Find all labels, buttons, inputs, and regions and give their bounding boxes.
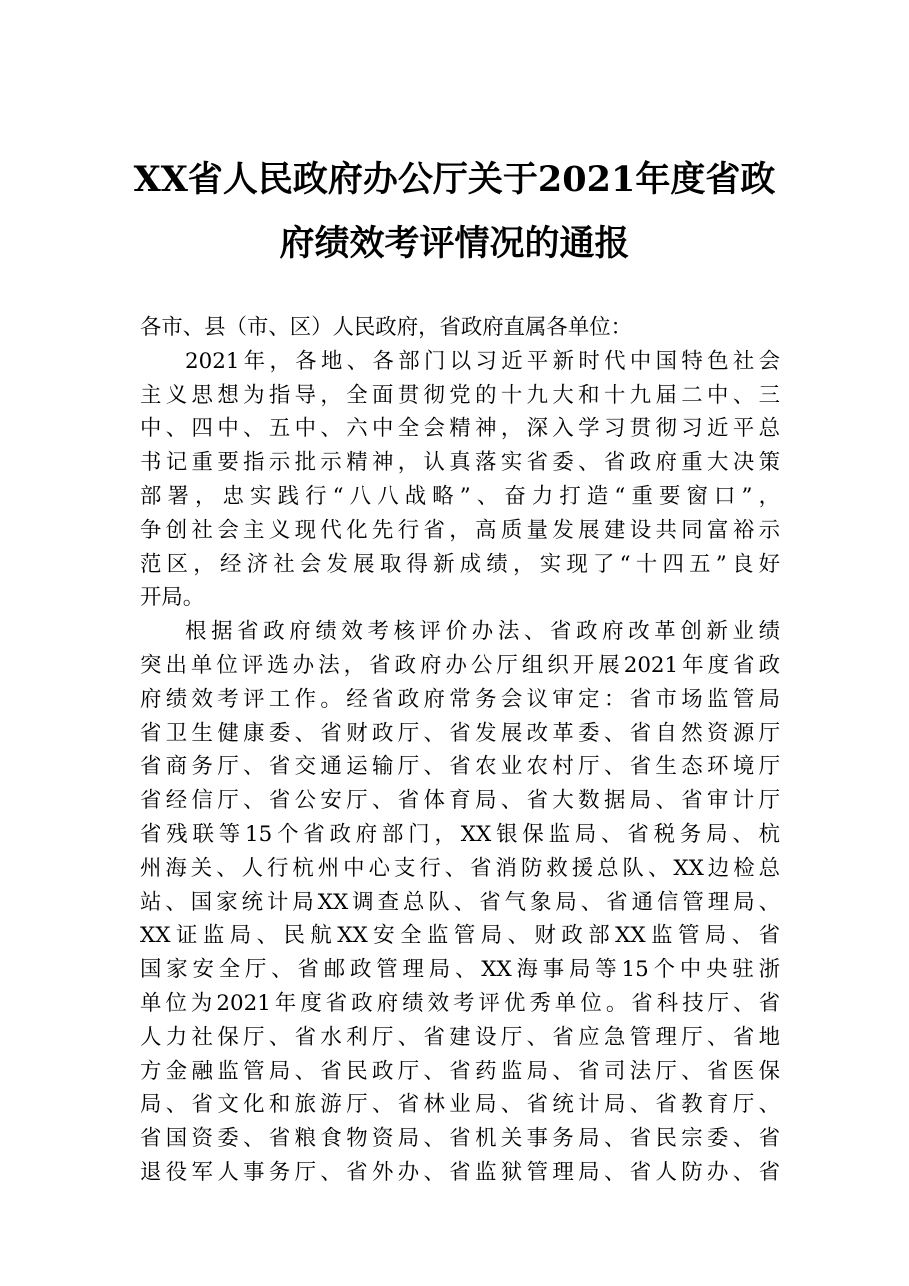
paragraph-line: 书记重要指示批示精神，认真落实省委、省政府重大决策 — [140, 450, 780, 476]
paragraph-line: 省国资委、省粮食物资局、省机关事务局、省民宗委、省 — [140, 1126, 780, 1152]
paragraph-line: 突出单位评选办法，省政府办公厅组织开展2021年度省政 — [140, 652, 780, 678]
paragraph-line: 主义思想为指导，全面贯彻党的十九大和十九届二中、三 — [140, 382, 780, 408]
paragraph-line: 省商务厅、省交通运输厅、省农业农村厅、省生态环境厅 — [140, 754, 780, 780]
paragraph-line: 省卫生健康委、省财政厅、省发展改革委、省自然资源厅 — [140, 720, 780, 746]
paragraph-line: 方金融监管局、省民政厅、省药监局、省司法厅、省医保 — [140, 1058, 780, 1084]
paragraph-line: 省经信厅、省公安厅、省体育局、省大数据局、省审计厅 — [140, 788, 780, 814]
salutation: 各市、县（市、区）人民政府，省政府直属各单位： — [140, 315, 632, 340]
paragraph-line: 2021年，各地、各部门以习近平新时代中国特色社会 — [185, 348, 780, 374]
document-title-line-1: XX省人民政府办公厅关于2021年度省政 — [133, 159, 776, 200]
document-title-line-2: 府绩效考评情况的通报 — [279, 223, 630, 264]
paragraph-line: 部署，忠实践行“八八战略”、奋力打造“重要窗口”， — [140, 483, 780, 509]
paragraph-line: 站、国家统计局XX调查总队、省气象局、省通信管理局、 — [140, 889, 780, 915]
paragraph-line: 退役军人事务厅、省外办、省监狱管理局、省人防办、省 — [140, 1159, 780, 1185]
paragraph-line: 范区，经济社会发展取得新成绩，实现了“十四五”良好 — [140, 551, 780, 577]
paragraph-line: 根据省政府绩效考核评价办法、省政府改革创新业绩 — [185, 619, 780, 645]
paragraph-line: 单位为2021年度省政府绩效考评优秀单位。省科技厅、省 — [140, 990, 780, 1016]
paragraph-line: 局、省文化和旅游厅、省林业局、省统计局、省教育厅、 — [140, 1092, 780, 1118]
paragraph-line: 省残联等15个省政府部门，XX银保监局、省税务局、杭 — [140, 821, 780, 847]
paragraph-line: 州海关、人行杭州中心支行、省消防救援总队、XX边检总 — [140, 855, 780, 881]
paragraph-line: XX证监局、民航XX安全监管局、财政部XX监管局、省 — [140, 923, 780, 949]
paragraph-line: 争创社会主义现代化先行省，高质量发展建设共同富裕示 — [140, 517, 780, 543]
document-body — [140, 311, 780, 1190]
paragraph-line: 府绩效考评工作。经省政府常务会议审定：省市场监管局 — [140, 686, 780, 712]
paragraph-line: 中、四中、五中、六中全会精神，深入学习贯彻习近平总 — [140, 416, 780, 442]
paragraph-line: 国家安全厅、省邮政管理局、XX海事局等15个中央驻浙 — [140, 957, 780, 983]
paragraph-line: 开局。 — [140, 585, 205, 611]
paragraph-line: 人力社保厅、省水利厅、省建设厅、省应急管理厅、省地 — [140, 1024, 780, 1050]
